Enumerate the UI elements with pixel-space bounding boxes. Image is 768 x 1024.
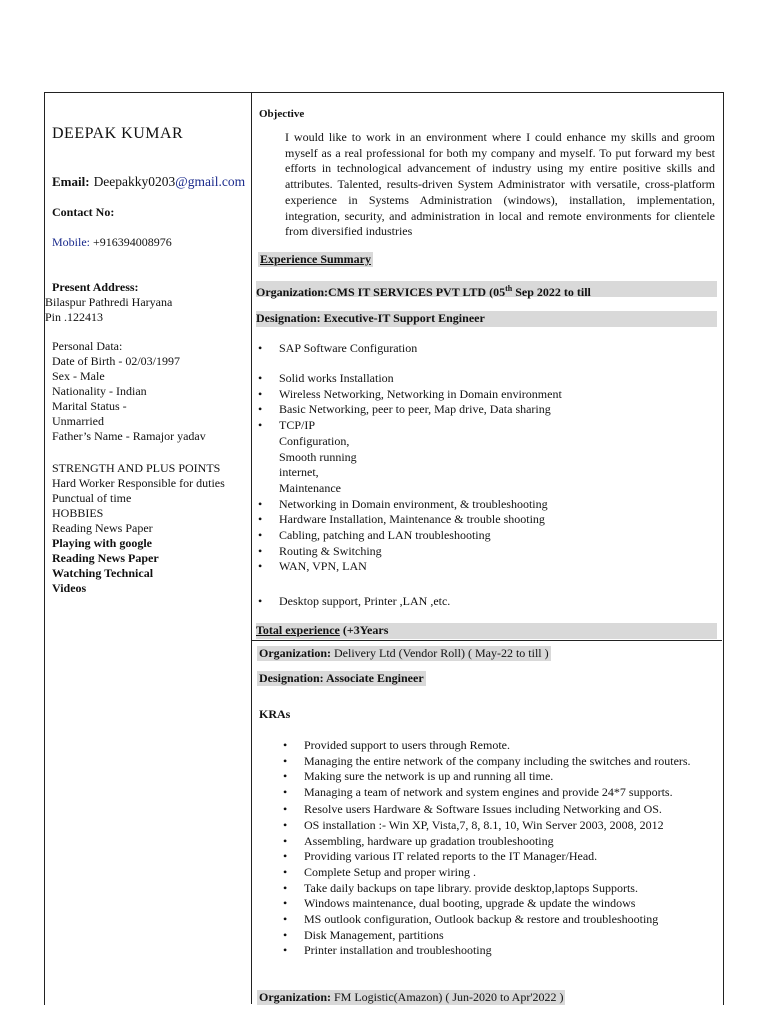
org1-bullets-d xyxy=(258,594,451,610)
org1-name: CMS IT SERVICES PVT LTD (05 xyxy=(328,285,506,299)
list-item: • WAN, VPN, LAN xyxy=(258,559,367,574)
org2-name: Delivery Ltd (Vendor Roll) ( May-22 to till ) xyxy=(331,646,549,660)
list-item: • Resolve users Hardware & Software Issues including Networking and OS. xyxy=(283,801,662,816)
personal-dob: Date of Birth - 02/03/1997 xyxy=(52,354,180,368)
list-item: • Solid works Installation xyxy=(258,371,394,385)
hobby-item-bold: Reading News Paper xyxy=(52,551,159,565)
mobile-line xyxy=(52,235,172,250)
address-label: Present Address: xyxy=(52,280,139,294)
org1-sup: th xyxy=(505,284,513,293)
email-domain[interactable]: @gmail.com xyxy=(175,174,246,189)
list-item: • Wireless Networking, Networking in Domain environment xyxy=(258,386,562,401)
org1-bullets-a xyxy=(258,341,418,357)
total-experience xyxy=(256,623,717,639)
org1-bullets-b xyxy=(258,371,562,575)
personal-data-block xyxy=(52,339,206,444)
list-item: • Making sure the network is up and running all time. xyxy=(283,769,554,784)
personal-heading: Personal Data: xyxy=(52,339,123,353)
list-item: • Printer installation and troubleshooting xyxy=(283,943,492,958)
objective-text: I would like to work in an environment where I could enhance my skills and groom myself as a real professional for both my company and myself. To put forward my best efforts in technological advancement of industry using my entire positive skills and attributes. Talented, results-driven System Administrator with versatile, cross-platform experience in Systems Administration (windows), installation, implementation, integration, security, and administration in local and remote environments for clientele from diversified industries xyxy=(285,130,715,239)
strength-heading: STRENGTH AND PLUS POINTS xyxy=(52,461,221,475)
org2-designation: Designation: Associate Engineer xyxy=(259,671,424,685)
personal-nationality: Nationality - Indian xyxy=(52,384,147,398)
list-item: • Networking in Domain environment, & troubleshooting xyxy=(258,496,548,511)
column-divider xyxy=(251,92,252,1004)
org1-designation: Designation: Executive-IT Support Engineer xyxy=(256,311,717,327)
email-line xyxy=(52,173,245,191)
list-item: • Take daily backups on tape library. provide desktop,laptops Supports. xyxy=(283,880,638,895)
address-line-1: Bilaspur Pathredi Haryana xyxy=(45,295,173,309)
row-divider xyxy=(251,640,722,641)
total-experience-label: Total experience xyxy=(256,623,340,637)
hobbies-heading: HOBBIES xyxy=(52,506,104,520)
org3-name: FM Logistic(Amazon) ( Jun-2020 to Apr'2022 ) xyxy=(331,990,564,1004)
total-experience-value: (+3Years xyxy=(339,623,389,637)
list-item: • Windows maintenance, dual booting, upgrade & update the windows xyxy=(283,896,636,911)
list-item: • MS outlook configuration, Outlook backup & restore and troubleshooting xyxy=(283,912,659,927)
contact-label: Contact No: xyxy=(52,205,115,219)
address-line-2: Pin .122413 xyxy=(45,310,104,324)
mobile-value: +916394008976 xyxy=(93,235,172,249)
list-item-tcpip: • TCP/IP xyxy=(258,418,316,433)
email-user: Deepakky0203 xyxy=(93,174,176,189)
list-item: • Routing & Switching xyxy=(258,543,382,558)
org1-heading xyxy=(256,281,717,297)
list-item: • Desktop support, Printer ,LAN ,etc. xyxy=(258,594,451,608)
hobby-item: Reading News Paper xyxy=(52,521,153,535)
email-label: Email: xyxy=(52,174,90,189)
list-item: • Assembling, hardware up gradation troubleshooting xyxy=(283,833,554,848)
list-item: • Providing various IT related reports to the IT Manager/Head. xyxy=(283,849,598,864)
org2-label: Organization: xyxy=(259,646,331,660)
list-item: • OS installation :- Win XP, Vista,7, 8, 8.1, 10, Win Server 2003, 2008, 2012 xyxy=(283,817,664,832)
list-item: • Cabling, patching and LAN troubleshooting xyxy=(258,528,491,543)
list-item: • SAP Software Configuration xyxy=(258,341,418,355)
list-subline: Maintenance xyxy=(279,480,341,495)
list-subline: internet, xyxy=(279,465,319,480)
list-item: • Managing a team of network and system engines and provide 24*7 supports. xyxy=(283,785,673,800)
strength-item: Punctual of time xyxy=(52,491,132,505)
list-item: • Hardware Installation, Maintenance & trouble shooting xyxy=(258,512,545,527)
list-subline: Configuration, xyxy=(279,433,350,448)
org2-heading xyxy=(257,646,551,661)
org1-label: Organization: xyxy=(256,285,328,299)
personal-marital-value: Unmarried xyxy=(52,414,104,428)
personal-father-name: Father’s Name - Ramajor yadav xyxy=(52,429,206,443)
strength-item: Hard Worker Responsible for duties xyxy=(52,476,225,490)
list-item: • Managing the entire network of the company including the switches and routers. xyxy=(283,753,691,768)
strength-block xyxy=(52,461,225,596)
org2-kra-list xyxy=(283,738,691,959)
org3-heading xyxy=(257,990,565,1005)
personal-marital-status: Marital Status - xyxy=(52,399,127,413)
list-item: • Complete Setup and proper wiring . xyxy=(283,864,476,879)
hobby-item-bold: Watching Technical xyxy=(52,566,154,580)
hobby-item-bold: Playing with google xyxy=(52,536,153,550)
objective-heading: Objective xyxy=(259,108,305,120)
hobby-item-bold: Videos xyxy=(52,581,87,595)
list-item: • Provided support to users through Remote. xyxy=(283,738,510,752)
mobile-label: Mobile: xyxy=(52,235,90,249)
list-subline: Smooth running xyxy=(279,449,357,464)
org3-label: Organization: xyxy=(259,990,331,1004)
list-item: • Disk Management, partitions xyxy=(283,927,444,942)
org1-date: Sep 2022 to till xyxy=(512,285,591,299)
list-item: • Basic Networking, peer to peer, Map drive, Data sharing xyxy=(258,402,551,417)
experience-summary-heading: Experience Summary xyxy=(260,252,371,266)
personal-sex: Sex - Male xyxy=(52,369,105,383)
candidate-name: DEEPAK KUMAR xyxy=(52,125,184,142)
kras-heading: KRAs xyxy=(259,707,291,721)
